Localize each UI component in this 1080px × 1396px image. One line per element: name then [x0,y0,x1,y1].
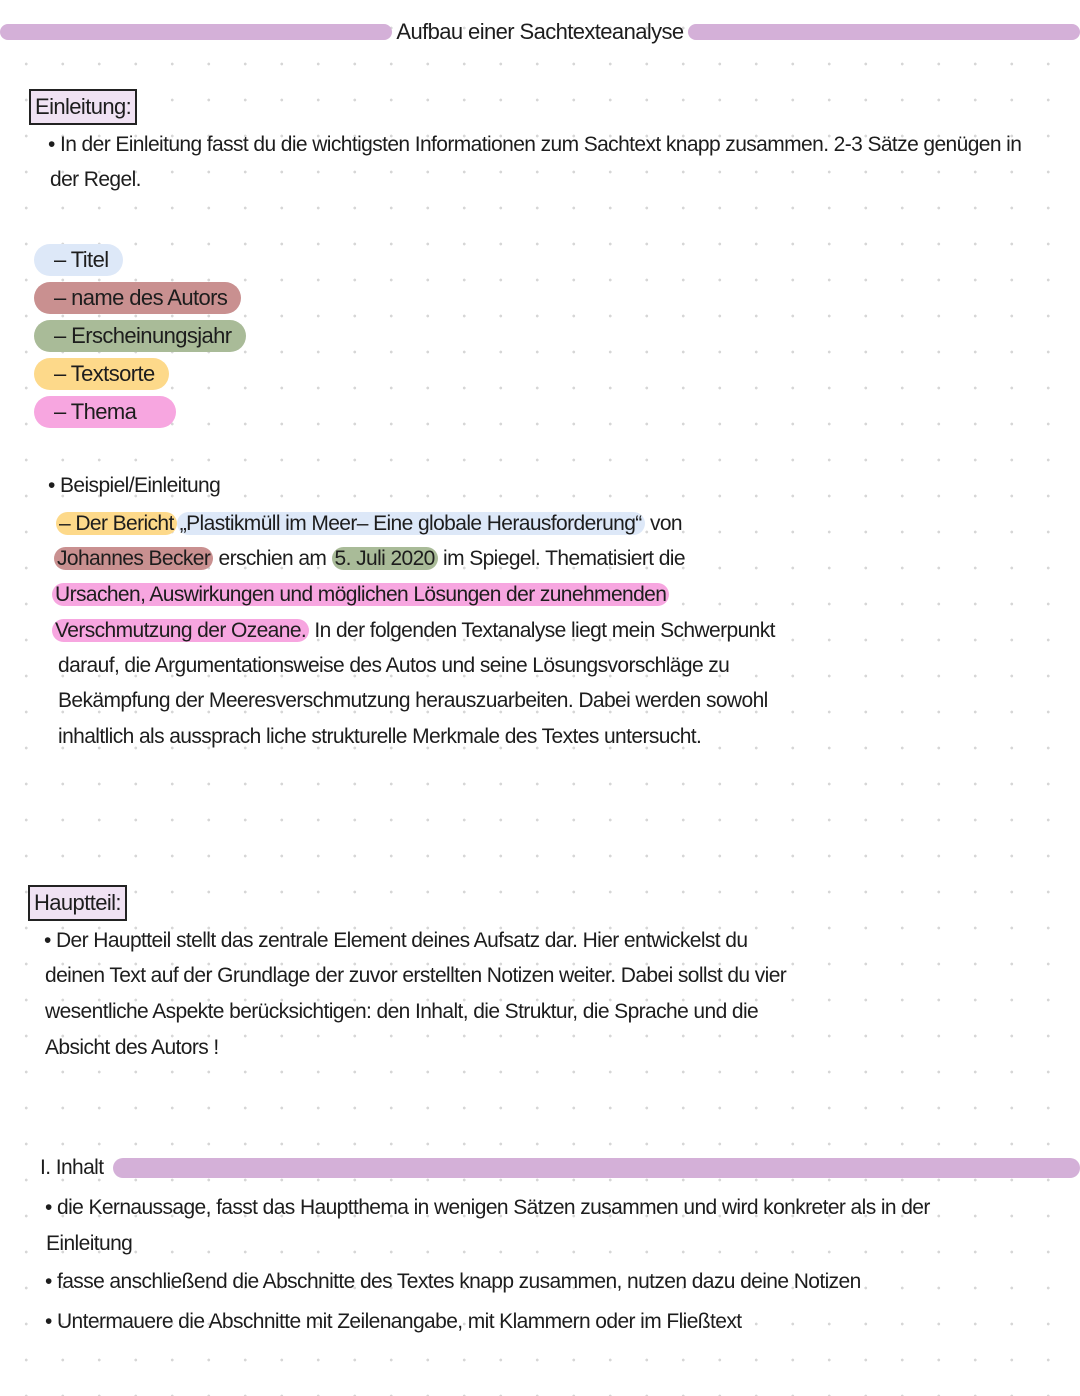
example-line-3 [52,581,669,609]
hl-textsorte: – Der Bericht [56,512,177,535]
hauptteil-line-2: deinen Text auf der Grundlage der zuvor erstellten Notizen weiter. Dabei sollst du vier [45,964,787,987]
text: erschien am [213,547,332,570]
inhalt-row [40,1154,1080,1182]
title-row [0,18,1080,46]
hl-thema: Ursachen, Auswirkungen und möglichen Lösungen der zunehmenden [52,583,669,606]
text: In der folgenden Textanalyse liegt mein Schwerpunkt [309,619,775,642]
text: im Spiegel. Thematisiert die [437,547,685,570]
example-line-4 [52,617,775,645]
inhalt-bar [113,1158,1080,1178]
hl-thema: Verschmutzung der Ozeane. [52,619,309,642]
hl-jahr: 5. Juli 2020 [332,547,438,570]
hauptteil-line-3: wesentliche Aspekte berücksichtigen: den Inhalt, die Struktur, die Sprache und die [45,1000,759,1023]
item-thema: – Thema [34,396,176,428]
item-textsorte: – Textsorte [34,358,169,390]
inhalt-line-2: Einleitung [46,1232,133,1255]
inhalt-line-4: • Untermauere die Abschnitte mit Zeilenangabe, mit Klammern oder im Fließtext [45,1310,742,1333]
hauptteil-heading: Hauptteil: [28,885,127,921]
hauptteil-line-1: • Der Hauptteil stellt das zentrale Element deines Aufsatz dar. Hier entwickelst du [44,929,748,952]
inhalt-line-3: • fasse anschließend die Abschnitte des Textes knapp zusammen, nutzen dazu deine Notizen [45,1270,861,1293]
title-bar-left [0,24,392,40]
inhalt-line-1: • die Kernaussage, fasst das Hauptthema in wenigen Sätzen zusammen und wird konkreter als in der [45,1196,930,1219]
hl-autor: Johannes Becker [54,547,213,570]
example-line-1 [56,510,682,538]
beispiel-label: • Beispiel/Einleitung [48,474,221,497]
inhalt-heading: I. Inhalt [40,1156,104,1179]
item-autor: – name des Autors [34,282,241,314]
item-jahr: – Erscheinungsjahr [34,320,246,352]
einleitung-text-2: der Regel. [50,168,141,191]
example-line-6: Bekämpfung der Meeresverschmutzung herauszuarbeiten. Dabei werden sowohl [58,689,768,712]
einleitung-text-1: • In der Einleitung fasst du die wichtigsten Informationen zum Sachtext knapp zusammen. 2-3 Sätze genügen in [48,133,1022,156]
einleitung-heading: Einleitung: [29,89,137,125]
text: von [644,512,682,535]
page-title: Aufbau einer Sachtexteanalyse [396,19,684,44]
hauptteil-line-4: Absicht des Autors ! [45,1036,219,1059]
example-line-5: darauf, die Argumentationsweise des Autos und seine Lösungsvorschläge zu [58,654,730,677]
example-line-7: inhaltlich als aussprach liche strukturelle Merkmale des Textes untersucht. [58,725,702,748]
example-line-2 [54,545,685,573]
item-titel: – Titel [34,244,123,276]
title-bar-right [688,24,1080,40]
hl-titel: „Plastikmüll im Meer– Eine globale Herausforderung“ [177,512,645,535]
